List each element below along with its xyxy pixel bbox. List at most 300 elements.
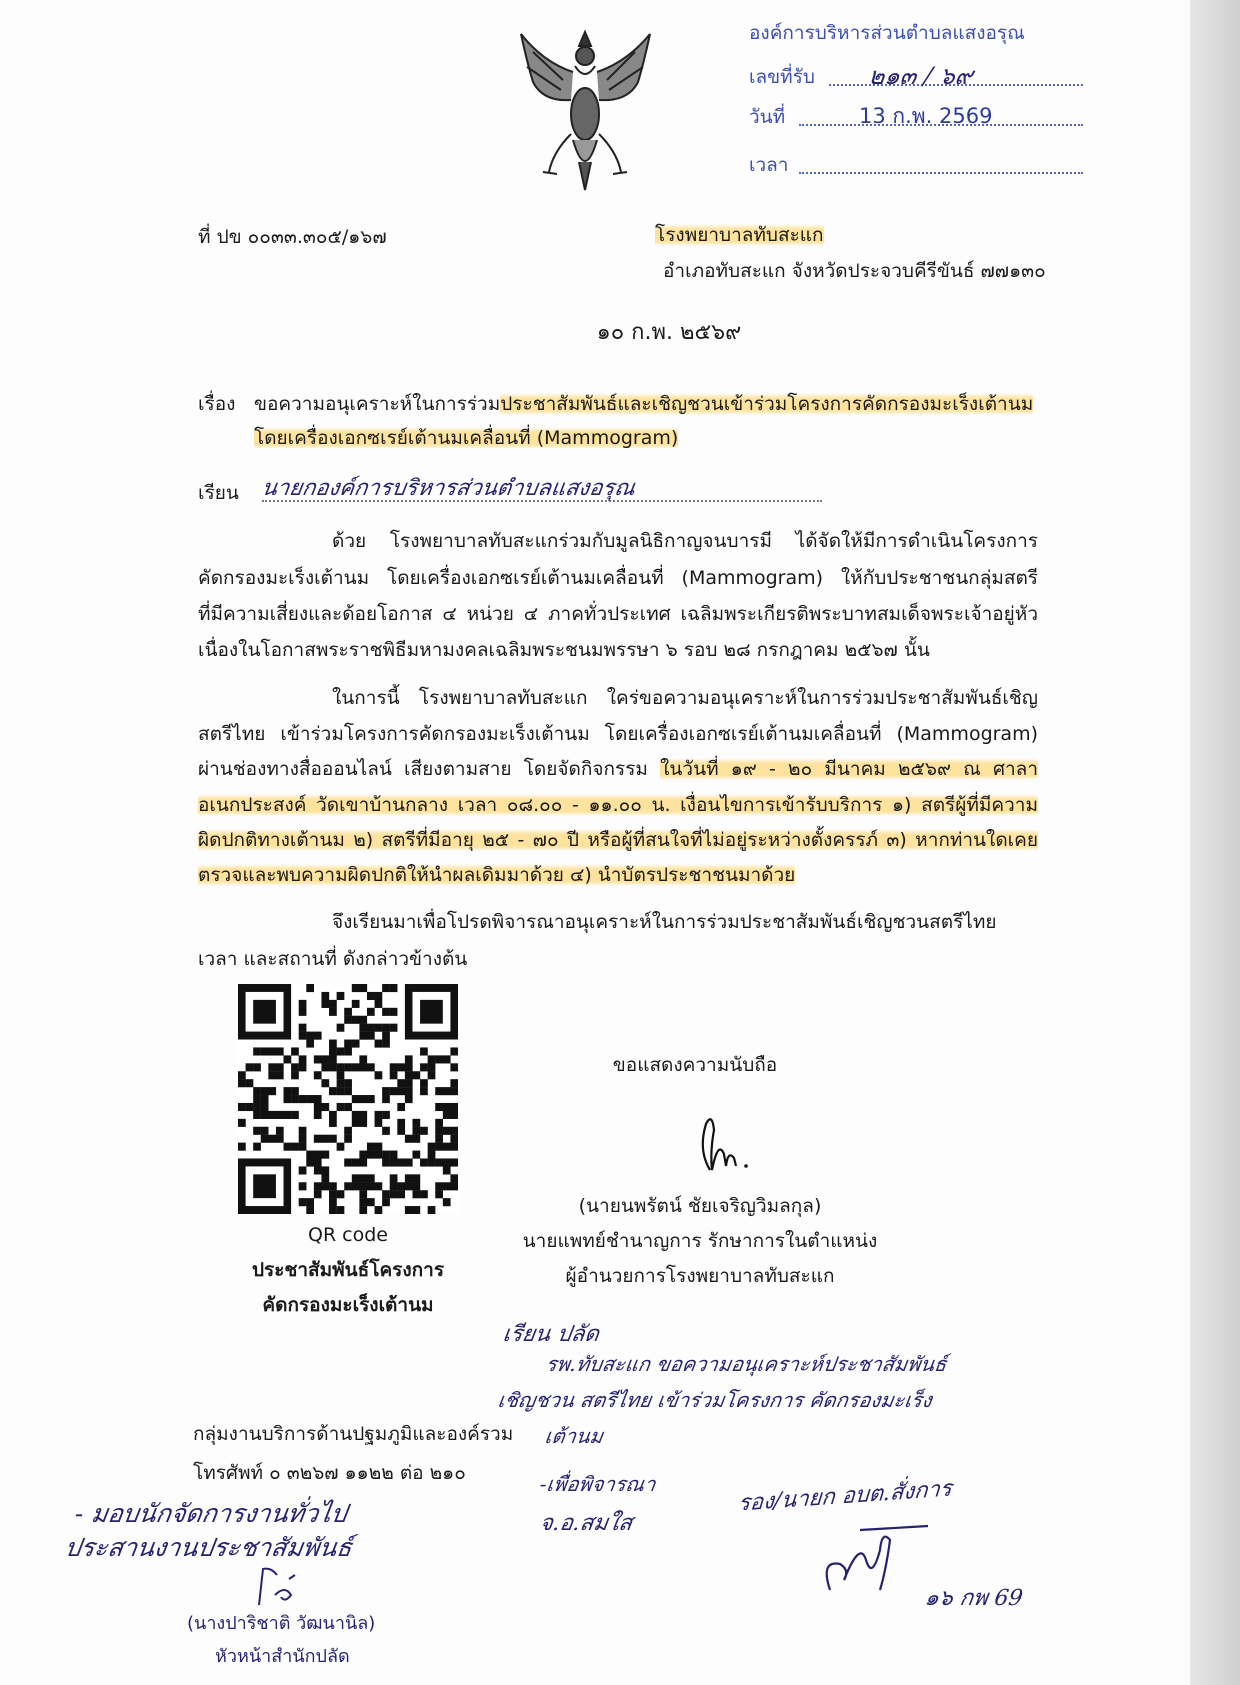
- qr-module: [321, 1166, 329, 1174]
- qr-module: [321, 1055, 329, 1063]
- qr-module: [390, 1087, 398, 1095]
- qr-module: [375, 1182, 383, 1190]
- qr-module: [405, 1135, 413, 1143]
- qr-module: [450, 1182, 458, 1190]
- qr-module: [382, 984, 390, 992]
- qr-module: [375, 1143, 383, 1151]
- qr-module: [397, 1079, 405, 1087]
- qr-module: [299, 1055, 307, 1063]
- qr-module: [321, 1000, 329, 1008]
- qr-module: [412, 1190, 420, 1198]
- qr-module: [428, 1158, 436, 1166]
- text-segment: คัดกรองมะเร็งเต้านม โดยเครื่องเอกซเรย์เต้านมเคลื่อนที่ (Mammogram) ให้กับประชาชนกลุ่มสตรี: [198, 567, 1038, 589]
- qr-module: [246, 1063, 254, 1071]
- stamp-date-label: วันที่: [749, 106, 786, 128]
- qr-module: [329, 1182, 337, 1190]
- qr-module: [299, 1182, 307, 1190]
- qr-module: [382, 1008, 390, 1016]
- text-segment: เวลา และสถานที่ ดังกล่าวข้างต้น: [198, 948, 468, 970]
- qr-module: [253, 1063, 261, 1071]
- qr-module: [344, 1103, 352, 1111]
- qr-module: [306, 1198, 314, 1206]
- qr-module: [450, 1103, 458, 1111]
- qr-module: [268, 1111, 276, 1119]
- qr-module: [291, 1143, 299, 1151]
- qr-module: [344, 1008, 352, 1016]
- qr-module: [359, 1063, 367, 1071]
- text-segment: ผ่านช่องทางสื่อออนไลน์ เสียงตามสาย โดยจัดกิจกรรม: [198, 758, 661, 780]
- qr-module: [352, 1063, 360, 1071]
- qr-module: [314, 1032, 322, 1040]
- qr-module: [367, 1182, 375, 1190]
- qr-module: [435, 1135, 443, 1143]
- qr-module: [359, 1151, 367, 1159]
- qr-module: [329, 1000, 337, 1008]
- qr-module: [359, 1119, 367, 1127]
- qr-module: [412, 1071, 420, 1079]
- director-position2: ผู้อำนวยการโรงพยาบาลทับสะแก: [565, 1265, 835, 1287]
- qr-module: [253, 1047, 261, 1055]
- qr-module: [337, 1103, 345, 1111]
- qr-description-line1: ประชาสัมพันธ์โครงการ: [251, 1259, 445, 1281]
- qr-module: [321, 1063, 329, 1071]
- qr-module: [359, 984, 367, 992]
- highlighted-text: โดยเครื่องเอกซเรย์เต้านมเคลื่อนที่ (Mammogram): [254, 427, 679, 449]
- qr-module: [390, 1151, 398, 1159]
- qr-module: [352, 1000, 360, 1008]
- qr-module: [359, 1095, 367, 1103]
- letter-date: ๑๐ ก.พ. ๒๕๖๙: [596, 320, 742, 345]
- assign-note-line1: - มอบนักจัดการงานทั่วไป: [73, 1499, 349, 1528]
- qr-module: [412, 1206, 420, 1214]
- qr-module: [306, 1032, 314, 1040]
- qr-module: [329, 1135, 337, 1143]
- qr-module: [375, 992, 383, 1000]
- qr-module: [321, 1079, 329, 1087]
- qr-module: [352, 1111, 360, 1119]
- qr-module: [268, 1071, 276, 1079]
- qr-module: [261, 1127, 269, 1135]
- qr-module: [329, 1206, 337, 1214]
- qr-module: [337, 1063, 345, 1071]
- department: กลุ่มงานบริการด้านปฐมภูมิและองค์รวม: [193, 1423, 514, 1445]
- text-segment: เนื่องในโอกาสพระราชพิธีมหามงคลเฉลิมพระชนมพรรษา ๖ รอบ ๒๘ กรกฎาคม ๒๕๖๗ นั้น: [198, 639, 930, 661]
- hospital-address: อำเภอทับสะแก จังหวัดประจวบคีรีขันธ์ ๗๗๑๓๐: [663, 260, 1046, 282]
- qr-module: [344, 1047, 352, 1055]
- qr-module: [352, 1016, 360, 1024]
- qr-module: [352, 1182, 360, 1190]
- qr-module: [337, 1190, 345, 1198]
- order-date: ๑๖ กพ 69: [923, 1586, 1025, 1611]
- body-line: [332, 684, 1038, 714]
- garuda-emblem-icon: [513, 22, 658, 194]
- qr-module: [390, 1182, 398, 1190]
- qr-module: [238, 1143, 246, 1151]
- qr-module: [337, 1047, 345, 1055]
- qr-module: [329, 1040, 337, 1048]
- qr-module: [344, 1158, 352, 1166]
- qr-module: [253, 1127, 261, 1135]
- qr-module: [405, 1174, 413, 1182]
- qr-module: [329, 1087, 337, 1095]
- qr-finder-center: [253, 1000, 276, 1024]
- qr-module: [450, 1047, 458, 1055]
- stamp-date-value: 13 ก.พ. 2569: [859, 104, 993, 128]
- qr-module: [435, 1087, 443, 1095]
- qr-module: [428, 1206, 436, 1214]
- qr-module: [450, 1174, 458, 1182]
- qr-module: [359, 1190, 367, 1198]
- qr-module: [390, 1158, 398, 1166]
- body-line: [198, 600, 1038, 630]
- qr-module: [253, 1095, 261, 1103]
- qr-module: [238, 1103, 246, 1111]
- qr-module: [329, 1063, 337, 1071]
- qr-module: [367, 1151, 375, 1159]
- qr-module: [337, 1079, 345, 1087]
- qr-module: [367, 1063, 375, 1071]
- qr-module: [306, 1040, 314, 1048]
- qr-module: [450, 1079, 458, 1087]
- body-line: [198, 755, 1038, 785]
- qr-module: [382, 1151, 390, 1159]
- subject-line: [254, 424, 678, 452]
- body-line: [332, 527, 1038, 557]
- director-signature: [690, 1110, 750, 1176]
- text-segment: ด้วย โรงพยาบาลทับสะแกร่วมกับมูลนิธิกาญจนบารมี ได้จัดให้มีการดำเนินโครงการ: [332, 530, 1038, 552]
- qr-module: [435, 1190, 443, 1198]
- highlighted-text: ในวันที่ ๑๙ - ๒๐ มีนาคม ๒๕๖๙ ณ ศาลา: [660, 758, 1038, 780]
- qr-module: [443, 1111, 451, 1119]
- qr-module: [329, 1008, 337, 1016]
- text-segment: ที่มีความเสี่ยงและด้อยโอกาส ๔ หน่วย ๔ ภาคทั่วประเทศ เฉลิมพระเกียรติพระบาทสมเด็จพระเจ้าอยู่หัว: [198, 603, 1038, 625]
- qr-module: [397, 1127, 405, 1135]
- qr-module: [238, 1079, 246, 1087]
- qr-module: [397, 1103, 405, 1111]
- qr-module: [284, 1055, 292, 1063]
- qr-module: [405, 1071, 413, 1079]
- qr-description-line2: คัดกรองมะเร็งเต้านม: [262, 1294, 434, 1316]
- qr-module: [344, 1063, 352, 1071]
- highlighted-text: ตรวจและพบความผิดปกติให้นำผลเดิมมาด้วย ๔) นำบัตรประชาชนมาด้วย: [198, 864, 796, 886]
- qr-module: [306, 1095, 314, 1103]
- qr-module: [420, 1079, 428, 1087]
- qr-module: [367, 1143, 375, 1151]
- qr-module: [443, 1127, 451, 1135]
- qr-module: [412, 1151, 420, 1159]
- qr-module: [253, 1111, 261, 1119]
- qr-module: [314, 1103, 322, 1111]
- body-line: [198, 826, 1038, 856]
- qr-module: [382, 1024, 390, 1032]
- qr-module: [306, 984, 314, 992]
- qr-module: [428, 1071, 436, 1079]
- qr-module: [284, 1095, 292, 1103]
- qr-module: [397, 1119, 405, 1127]
- qr-module: [359, 1024, 367, 1032]
- qr-module: [299, 1008, 307, 1016]
- qr-module: [367, 1024, 375, 1032]
- qr-module: [405, 1095, 413, 1103]
- qr-module: [291, 1095, 299, 1103]
- qr-module: [268, 1063, 276, 1071]
- note-line2: รพ.ทับสะแก ขอความอนุเคราะห์ประชาสัมพันธ์: [544, 1352, 949, 1376]
- qr-module: [344, 1040, 352, 1048]
- qr-module: [246, 1079, 254, 1087]
- qr-module: [382, 1158, 390, 1166]
- qr-module: [314, 1190, 322, 1198]
- qr-module: [450, 1127, 458, 1135]
- qr-module: [359, 1158, 367, 1166]
- qr-module: [337, 992, 345, 1000]
- qr-module: [299, 1166, 307, 1174]
- qr-module: [337, 1087, 345, 1095]
- qr-module: [443, 1103, 451, 1111]
- qr-module: [253, 1087, 261, 1095]
- phone: โทรศัพท์ ๐ ๓๒๖๗ ๑๑๒๒ ต่อ ๒๑๐: [193, 1462, 466, 1484]
- qr-module: [382, 1198, 390, 1206]
- qr-module: [405, 1055, 413, 1063]
- qr-module: [367, 1032, 375, 1040]
- qr-module: [344, 1016, 352, 1024]
- recipient-handwritten: นายกองค์การบริหารส่วนตำบลแสงอรุณ: [260, 476, 637, 501]
- qr-module: [352, 1158, 360, 1166]
- qr-module: [405, 1206, 413, 1214]
- qr-module: [261, 1095, 269, 1103]
- qr-module: [382, 1111, 390, 1119]
- qr-module: [405, 1063, 413, 1071]
- qr-module: [261, 1111, 269, 1119]
- qr-module: [412, 1174, 420, 1182]
- qr-module: [428, 1151, 436, 1159]
- closing: ขอแสดงความนับถือ: [612, 1054, 778, 1076]
- qr-module: [329, 1055, 337, 1063]
- qr-module: [397, 1182, 405, 1190]
- qr-module: [397, 1190, 405, 1198]
- qr-module: [435, 1158, 443, 1166]
- qr-module: [390, 1024, 398, 1032]
- qr-module: [276, 1111, 284, 1119]
- qr-module: [375, 1000, 383, 1008]
- qr-module: [329, 1111, 337, 1119]
- recipient-label: เรียน: [198, 482, 239, 504]
- director-name: (นายนพรัตน์ ชัยเจริญวิมลกุล): [578, 1195, 822, 1217]
- qr-module: [420, 1063, 428, 1071]
- qr-module: [352, 984, 360, 992]
- qr-finder-center: [253, 1174, 276, 1198]
- stamp-time-label: เวลา: [749, 154, 789, 176]
- qr-module: [359, 1182, 367, 1190]
- assign-note-line2: ประสานงานประชาสัมพันธ์: [63, 1533, 354, 1562]
- body-line: [198, 564, 1038, 594]
- qr-module: [314, 1166, 322, 1174]
- highlighted-text: ประชาสัมพันธ์และเชิญชวนเข้าร่วมโครงการคัดกรองมะเร็งเต้านม: [500, 393, 1034, 415]
- qr-module: [412, 1119, 420, 1127]
- qr-module: [329, 1190, 337, 1198]
- qr-module: [359, 1032, 367, 1040]
- qr-module: [359, 1055, 367, 1063]
- qr-module: [428, 1055, 436, 1063]
- qr-module: [397, 1063, 405, 1071]
- qr-module: [443, 1166, 451, 1174]
- qr-module: [314, 1095, 322, 1103]
- qr-module: [450, 1143, 458, 1151]
- qr-module: [344, 1079, 352, 1087]
- qr-module: [420, 1190, 428, 1198]
- qr-module: [443, 1182, 451, 1190]
- qr-module: [435, 1143, 443, 1151]
- order-note: รอง/นายก อบต.สั่งการ: [737, 1476, 953, 1517]
- qr-module: [390, 984, 398, 992]
- qr-module: [321, 1135, 329, 1143]
- note-to-deputy: เรียน ปลัด: [501, 1322, 601, 1347]
- consider-note-signer: จ.อ.สมใส: [538, 1511, 634, 1536]
- qr-module: [268, 1047, 276, 1055]
- qr-module: [450, 1135, 458, 1143]
- qr-module: [268, 1135, 276, 1143]
- qr-module: [299, 1024, 307, 1032]
- qr-module: [375, 1111, 383, 1119]
- stamp-organization: องค์การบริหารส่วนตำบลแสงอรุณ: [749, 22, 1025, 44]
- qr-module: [443, 1143, 451, 1151]
- subject-line: [254, 390, 1033, 418]
- qr-module: [412, 1135, 420, 1143]
- qr-module: [276, 1135, 284, 1143]
- body-line: [332, 908, 1038, 938]
- qr-module: [382, 1095, 390, 1103]
- qr-module: [268, 1087, 276, 1095]
- qr-module: [321, 1103, 329, 1111]
- qr-module: [344, 1182, 352, 1190]
- qr-module: [382, 1040, 390, 1048]
- qr-module: [367, 1095, 375, 1103]
- qr-module: [306, 1151, 314, 1159]
- qr-module: [321, 1151, 329, 1159]
- deputy-signature: [255, 1565, 305, 1607]
- qr-caption: QR code: [307, 1224, 389, 1246]
- body-line: [198, 636, 930, 664]
- qr-module: [382, 1127, 390, 1135]
- qr-module: [397, 1087, 405, 1095]
- qr-module: [276, 1127, 284, 1135]
- qr-module: [405, 1182, 413, 1190]
- text-segment: ในการนี้ โรงพยาบาลทับสะแก ใคร่ขอความอนุเคราะห์ในการร่วมประชาสัมพันธ์เชิญ: [332, 687, 1038, 709]
- qr-module: [276, 1047, 284, 1055]
- director-position1: นายแพทย์ชำนาญการ รักษาการในตำแหน่ง: [522, 1230, 878, 1252]
- qr-module: [299, 1032, 307, 1040]
- qr-module: [291, 1111, 299, 1119]
- qr-module: [450, 1063, 458, 1071]
- qr-module: [299, 1095, 307, 1103]
- qr-module: [359, 1016, 367, 1024]
- qr-module: [291, 1087, 299, 1095]
- qr-module: [382, 1190, 390, 1198]
- qr-module: [375, 1151, 383, 1159]
- qr-module: [367, 992, 375, 1000]
- qr-module: [375, 1040, 383, 1048]
- qr-module: [238, 1071, 246, 1079]
- stamp-receipt-value: ๒๑๓ / ๖๙: [866, 62, 975, 90]
- qr-module: [314, 1151, 322, 1159]
- qr-module: [344, 1127, 352, 1135]
- qr-module: [367, 1174, 375, 1182]
- qr-module: [420, 1047, 428, 1055]
- qr-module: [299, 1063, 307, 1071]
- qr-module: [390, 1174, 398, 1182]
- qr-module: [405, 1079, 413, 1087]
- highlighted-text: อเนกประสงค์ วัดเขาบ้านกลาง เวลา ๐๘.๐๐ - ๑๑.๐๐ น. เงื่อนไขการเข้ารับบริการ ๑) สตรีผู้ที่มีความ: [198, 794, 1038, 816]
- qr-module: [314, 1182, 322, 1190]
- qr-module: [321, 1174, 329, 1182]
- qr-module: [412, 1127, 420, 1135]
- qr-module: [352, 1095, 360, 1103]
- qr-module: [375, 1206, 383, 1214]
- qr-module: [299, 1198, 307, 1206]
- text-segment: จึงเรียนมาเพื่อโปรดพิจารณาอนุเคราะห์ในการร่วมประชาสัมพันธ์เชิญชวนสตรีไทย: [332, 911, 997, 933]
- deputy-title: หัวหน้าสำนักปลัด: [215, 1646, 350, 1667]
- mayor-signature: [820, 1520, 930, 1600]
- qr-module: [261, 1047, 269, 1055]
- qr-module: [359, 1206, 367, 1214]
- qr-module: [314, 1111, 322, 1119]
- scan-edge: [1190, 0, 1240, 1685]
- qr-module: [329, 1198, 337, 1206]
- qr-module: [284, 1143, 292, 1151]
- deputy-name: (นางปาริชาติ วัฒนานิล): [187, 1613, 376, 1634]
- qr-module: [284, 1087, 292, 1095]
- qr-module: [299, 1135, 307, 1143]
- qr-module: [450, 1158, 458, 1166]
- qr-module: [435, 1119, 443, 1127]
- qr-module: [344, 1087, 352, 1095]
- qr-module: [390, 1190, 398, 1198]
- body-line: [198, 791, 1038, 821]
- qr-module: [375, 1024, 383, 1032]
- qr-module: [390, 1063, 398, 1071]
- qr-module: [390, 1071, 398, 1079]
- qr-module: [420, 1158, 428, 1166]
- qr-module: [382, 1032, 390, 1040]
- qr-module: [450, 1111, 458, 1119]
- qr-module: [306, 1158, 314, 1166]
- qr-module: [443, 1198, 451, 1206]
- consider-note: -เพื่อพิจารณา: [538, 1472, 658, 1496]
- qr-module: [344, 1135, 352, 1143]
- qr-module: [359, 1198, 367, 1206]
- qr-module: [337, 1024, 345, 1032]
- qr-module: [435, 1103, 443, 1111]
- qr-module: [352, 1040, 360, 1048]
- qr-module: [261, 1087, 269, 1095]
- qr-module: [397, 1158, 405, 1166]
- qr-module: [299, 1127, 307, 1135]
- highlighted-text: ผิดปกติทางเต้านม ๒) สตรีที่มีอายุ ๒๕ - ๗๐ ปี หรือผู้ที่สนใจที่ไม่อยู่ระหว่างตั้งครรภ์ ๓) หากท่านใดเคย: [198, 829, 1038, 851]
- qr-module: [390, 1008, 398, 1016]
- qr-module: [412, 1182, 420, 1190]
- qr-module: [337, 1071, 345, 1079]
- qr-module: [359, 1111, 367, 1119]
- subject-label: เรื่อง: [198, 393, 236, 415]
- qr-module: [428, 1143, 436, 1151]
- qr-module: [375, 1119, 383, 1127]
- qr-module: [306, 1206, 314, 1214]
- qr-code[interactable]: [238, 984, 458, 1214]
- qr-module: [367, 1198, 375, 1206]
- qr-module: [246, 1103, 254, 1111]
- text-segment: ขอความอนุเคราะห์ในการร่วม: [254, 393, 501, 415]
- qr-module: [291, 1047, 299, 1055]
- qr-module: [420, 1087, 428, 1095]
